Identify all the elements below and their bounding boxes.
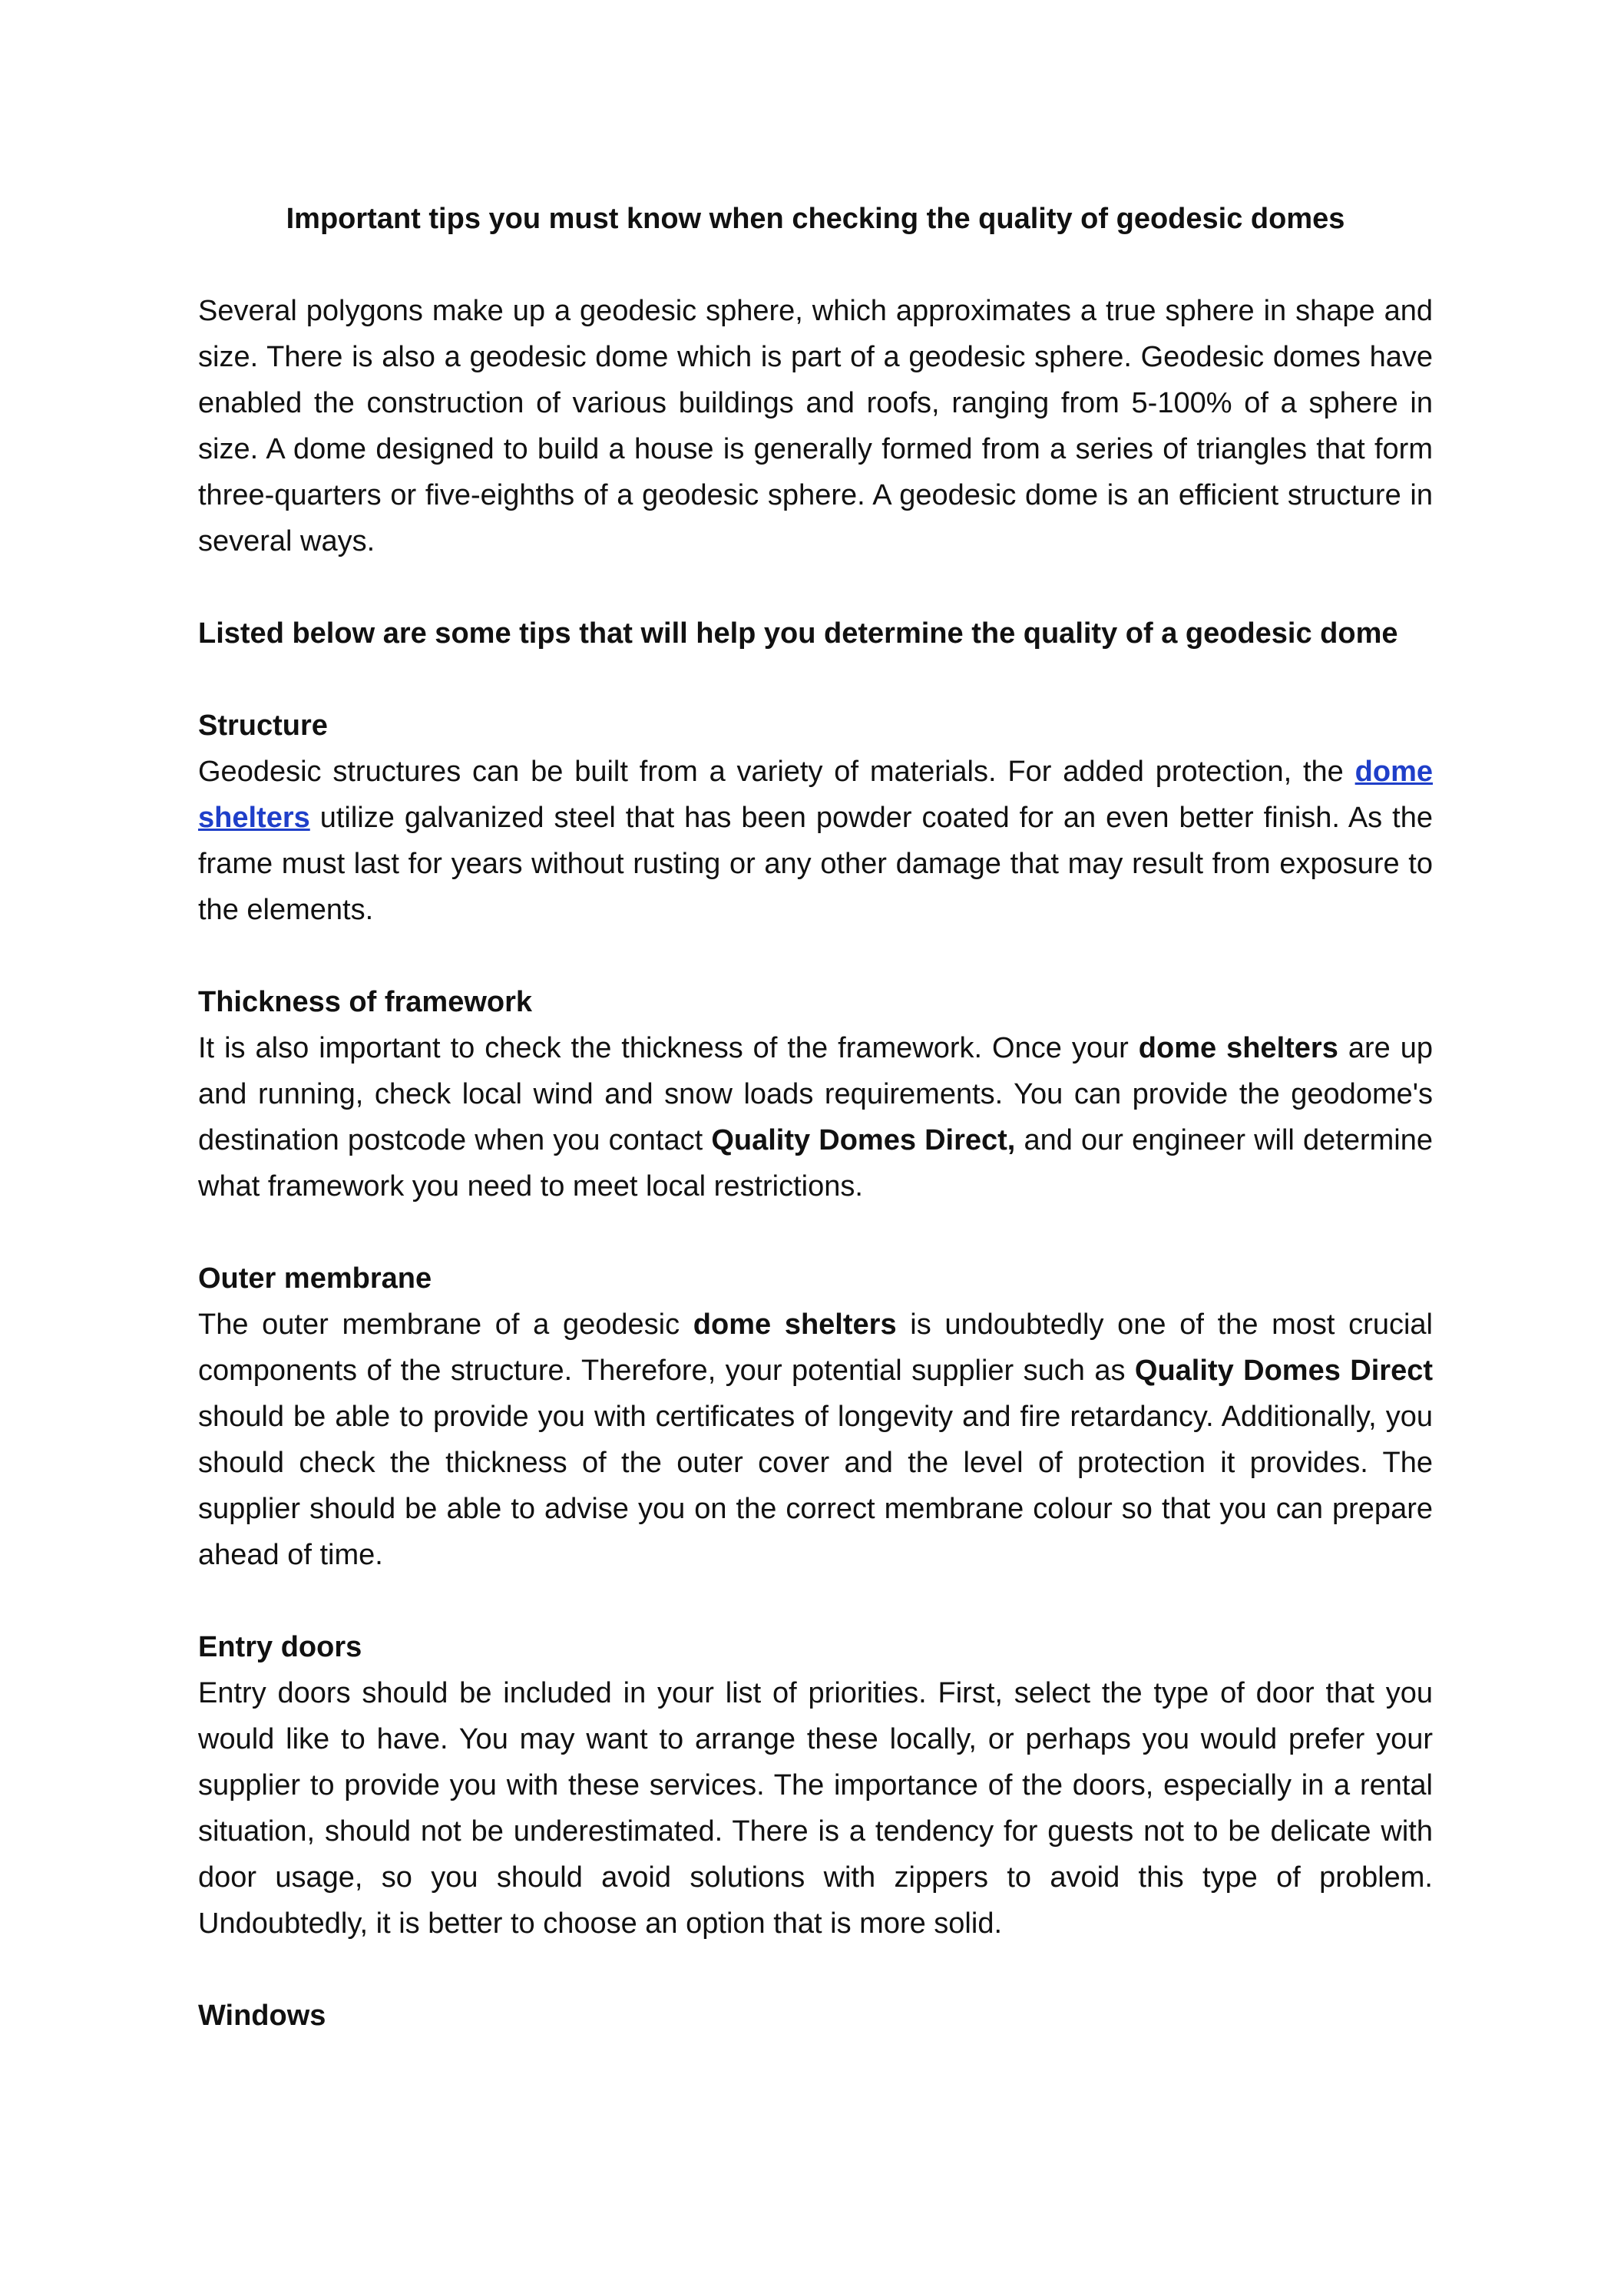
intro-paragraph: Several polygons make up a geodesic sphere, which approximates a true sphere in shape and size. There is also a geodesic dome which is part of a geodesic sphere. Geodesic domes have enabled the construction of various buildings and roofs, ranging from 5-100% of a sphere in size. A dome designed to build a house is generally formed from a series of triangles that form three-quarters or five-eighths of a geodesic sphere. A geodesic dome is an efficient structure in several ways. (198, 295, 1433, 557)
section-body-structure (198, 749, 1433, 933)
section-heading-doors: Entry doors (198, 1631, 362, 1663)
document-title: Important tips you must know when checking the quality of geodesic domes (286, 203, 1345, 235)
section-windows (198, 1993, 1433, 2039)
section-structure (198, 703, 1433, 933)
framework-bold-1: dome shelters (1138, 1032, 1338, 1064)
framework-text-1: It is also important to check the thickness of the framework. Once your (198, 1032, 1139, 1064)
membrane-text-3: should be able to provide you with certificates of longevity and fire retardancy. Additionally, you should check the thickness of the outer cover and the level of protection it provides. The supplier should be able to advise you on the correct membrane colour so that you can prepare ahead of time. (198, 1401, 1433, 1571)
framework-text-3: and our engineer will determine what framework you need to meet local restrictions. (198, 1124, 1433, 1203)
section-heading-membrane: Outer membrane (198, 1262, 432, 1295)
document-page (198, 196, 1433, 2085)
tips-heading: Listed below are some tips that will help you determine the quality of a geodesic dome (198, 617, 1398, 650)
section-body-framework (198, 1025, 1433, 1209)
section-heading-structure: Structure (198, 710, 328, 742)
section-body-doors: Entry doors should be included in your list of priorities. First, select the type of door that you would like to have. You may want to arrange these locally, or perhaps you would prefer your supplier to provide you with these services. The importance of the doors, especially in a rental situation, should not be underestimated. There is a tendency for guests not to be delicate with door usage, so you should avoid solutions with zippers to avoid this type of problem. Undoubtedly, it is better to choose an option that is more solid. (198, 1677, 1433, 1940)
membrane-text-2: is undoubtedly one of the most crucial components of the structure. Therefore, your potential supplier such as (198, 1308, 1433, 1387)
structure-text-1: Geodesic structures can be built from a variety of materials. For added protection, the (198, 756, 1355, 788)
membrane-bold-2: Quality Domes Direct (1134, 1355, 1433, 1387)
structure-text-2: utilize galvanized steel that has been powder coated for an even better finish. As the frame must last for years without rusting or any other damage that may result from exposure to the elements. (198, 802, 1433, 926)
section-body-membrane (198, 1302, 1433, 1578)
section-framework (198, 979, 1433, 1209)
section-heading-framework: Thickness of framework (198, 986, 533, 1018)
framework-bold-2: Quality Domes Direct, (711, 1124, 1016, 1156)
section-membrane (198, 1256, 1433, 1578)
framework-text-2: are up and running, check local wind and snow loads requirements. You can provide the geodome's destination postcode when you contact (198, 1032, 1433, 1156)
section-doors (198, 1624, 1433, 1947)
section-heading-windows: Windows (198, 2000, 326, 2032)
membrane-bold-1: dome shelters (693, 1308, 897, 1341)
membrane-text-1: The outer membrane of a geodesic (198, 1308, 693, 1341)
dome-shelters-link[interactable]: dome shelters (198, 756, 1433, 834)
